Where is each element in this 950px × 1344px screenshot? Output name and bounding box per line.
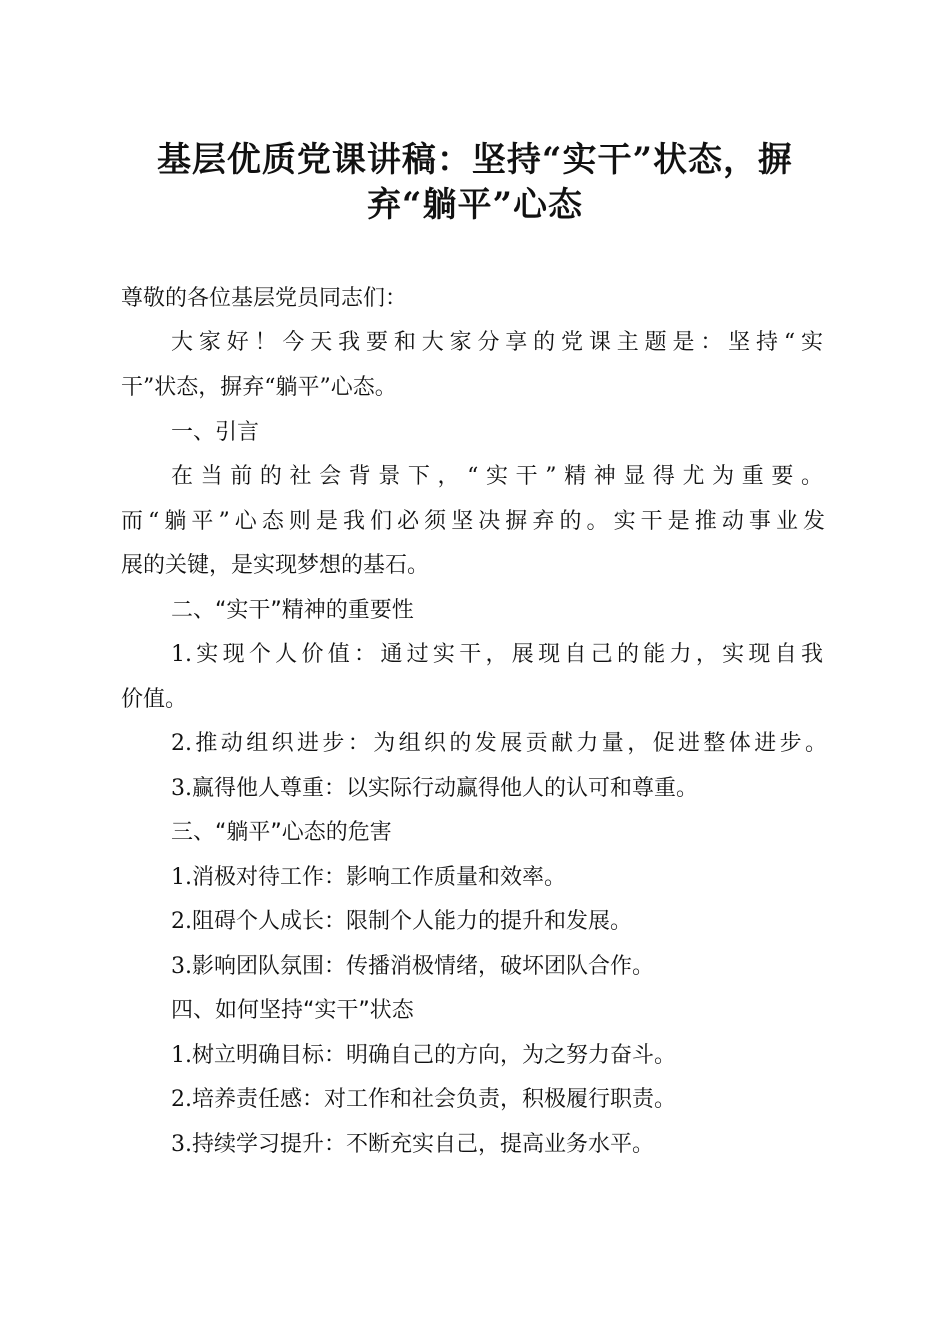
section-2-item-1-line-1: 1.实现个人价值：通过实干，展现自己的能力，实现自我 (171, 642, 823, 667)
title-line-2: 弃“躺平”心态 (366, 185, 584, 225)
section-1-line-3: 展的关键，是实现梦想的基石。 (121, 553, 430, 578)
section-1-line-2: 而“躺平”心态则是我们必须坚决摒弃的。实干是推动事业发 (121, 509, 825, 534)
section-2-item-2: 2.推动组织进步：为组织的发展贡献力量，促进整体进步。 (171, 731, 827, 756)
section-4-item-1: 1.树立明确目标：明确自己的方向，为之努力奋斗。 (171, 1043, 676, 1068)
intro-line-1: 大家好！今天我要和大家分享的党课主题是：坚持“实 (171, 330, 823, 355)
section-4-heading: 四、如何坚持“实干”状态 (171, 998, 414, 1023)
section-3-item-1: 1.消极对待工作：影响工作质量和效率。 (171, 865, 566, 890)
section-3-item-3: 3.影响团队氛围：传播消极情绪，破坏团队合作。 (171, 954, 654, 979)
section-1-heading: 一、引言 (171, 420, 260, 445)
section-2-item-3: 3.赢得他人尊重：以实际行动赢得他人的认可和尊重。 (171, 776, 698, 801)
section-3-item-2: 2.阻碍个人成长：限制个人能力的提升和发展。 (171, 909, 632, 934)
section-2-item-1-line-2: 价值。 (121, 687, 188, 712)
section-4-item-2: 2.培养责任感：对工作和社会负责，积极履行职责。 (171, 1087, 676, 1112)
section-2-heading: 二、“实干”精神的重要性 (171, 598, 414, 623)
section-3-heading: 三、“躺平”心态的危害 (171, 820, 392, 845)
title-line-1: 基层优质党课讲稿：坚持“实干”状态，摒 (156, 140, 794, 180)
section-1-line-1: 在当前的社会背景下，“实干”精神显得尤为重要。 (171, 464, 823, 489)
section-4-item-3: 3.持续学习提升：不断充实自己，提高业务水平。 (171, 1132, 654, 1157)
intro-line-2: 干”状态，摒弃“躺平”心态。 (121, 375, 397, 400)
salutation: 尊敬的各位基层党员同志们： (121, 286, 408, 311)
